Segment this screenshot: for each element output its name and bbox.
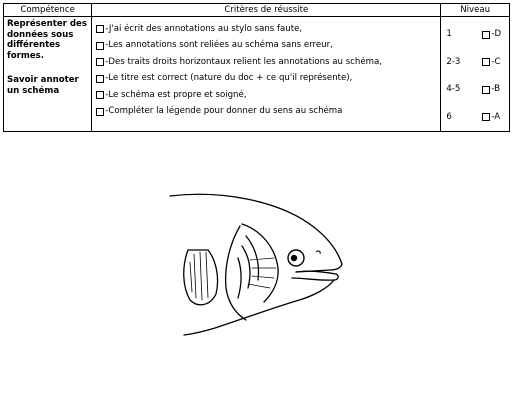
checkbox-icon[interactable] — [482, 58, 490, 66]
header-competence: Compétence — [4, 4, 92, 17]
level-grade: -D — [491, 29, 502, 40]
checkbox-icon[interactable] — [96, 91, 104, 99]
level-range: 2-3 — [446, 56, 461, 67]
level-row — [441, 21, 509, 49]
criterion-item[interactable] — [96, 38, 440, 55]
criterion-text: -Compléter la légende pour donner du sens au schéma — [105, 106, 343, 117]
fish-ventral-outline — [184, 280, 334, 335]
level-grade: -B — [491, 84, 501, 95]
criterion-text: -Les annotations sont reliées au schéma sans erreur, — [105, 40, 333, 51]
checkbox-icon[interactable] — [96, 42, 104, 50]
fish-operculum — [226, 226, 246, 320]
header-level: Niveau — [441, 4, 510, 17]
checkbox-icon[interactable] — [96, 75, 104, 83]
level-row — [441, 76, 509, 104]
fish-head-drawing — [160, 188, 355, 338]
criterion-text: -Le schéma est propre et soigné, — [105, 89, 247, 100]
level-range: 4-5 — [446, 84, 461, 95]
criterion-text: -Le titre est correct (nature du doc + ce qu'il représente), — [105, 73, 353, 84]
level-range: 6 — [446, 111, 452, 122]
level-cell — [441, 17, 510, 132]
checkbox-icon[interactable] — [482, 86, 490, 94]
criterion-item[interactable] — [96, 21, 440, 38]
criterion-item[interactable] — [96, 54, 440, 71]
checkbox-icon[interactable] — [482, 31, 490, 39]
criterion-text: -Des traits droits horizontaux relient les annotations au schéma, — [105, 56, 382, 67]
level-range: 1 — [446, 29, 452, 40]
fish-pupil — [291, 255, 297, 261]
criterion-item[interactable] — [96, 87, 440, 104]
competence-represent: Représenter des données sous différentes formes. — [7, 19, 87, 62]
level-grade: -C — [491, 56, 501, 67]
header-criteria: Critères de réussite — [92, 4, 441, 17]
checkbox-icon[interactable] — [96, 25, 104, 33]
checkbox-icon[interactable] — [96, 58, 104, 66]
competence-annotate: Savoir annoter un schéma — [7, 74, 79, 96]
criterion-item[interactable] — [96, 71, 440, 88]
fish-mouth-line — [292, 271, 338, 280]
level-row — [441, 49, 509, 77]
checkbox-icon[interactable] — [96, 108, 104, 116]
fish-gill-edge — [242, 224, 278, 302]
fish-nostril — [316, 251, 320, 254]
fish-gill-arch — [242, 246, 250, 288]
checkbox-icon[interactable] — [482, 113, 490, 121]
criterion-item[interactable] — [96, 104, 440, 121]
competence-cell — [4, 17, 92, 132]
level-row — [441, 104, 509, 132]
criterion-text: -J'ai écrit des annotations au stylo sans faute, — [105, 23, 303, 34]
header-row — [4, 4, 510, 17]
rubric-table — [3, 3, 510, 132]
fish-gill-arch — [238, 258, 241, 298]
criteria-cell — [92, 17, 441, 132]
level-grade: -A — [491, 111, 501, 122]
rubric-body-row — [4, 17, 510, 132]
